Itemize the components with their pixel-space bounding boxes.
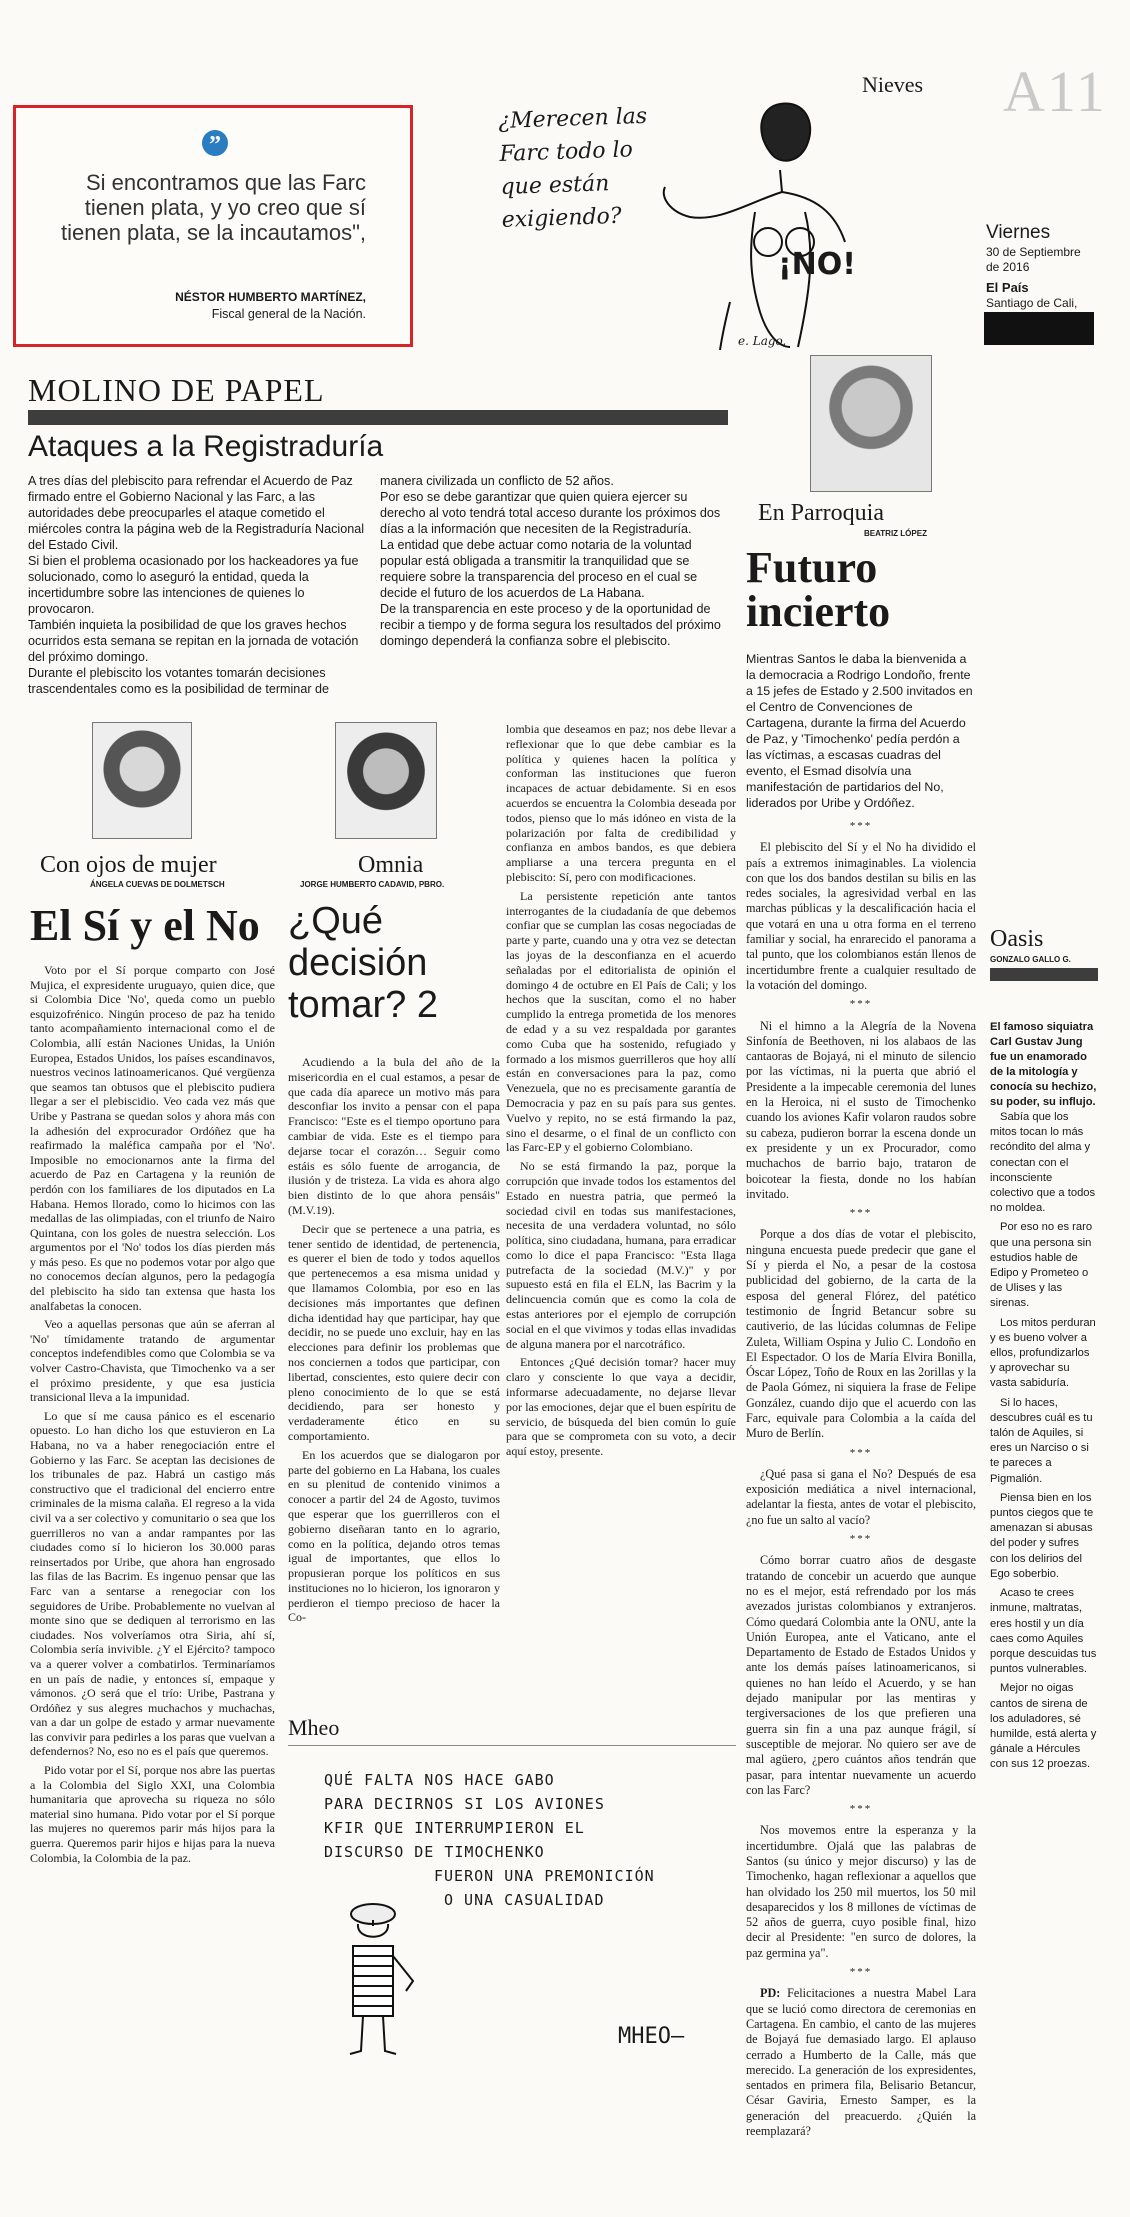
parroquia-body xyxy=(746,815,976,2143)
editorial-paragraph: manera civilizada un conflicto de 52 años. xyxy=(380,474,614,488)
oasis-bar xyxy=(990,968,1098,981)
cartoon-section-title: Nieves xyxy=(862,72,924,97)
mujer-section-title: Con ojos de mujer xyxy=(40,852,217,878)
parroquia-paragraph: ¿Qué pasa si gana el No? Después de esa exposición mediática a nivel internacional, adelantar la fiesta, antes de votar el plebiscito, ¿no fue un salto al vacío? xyxy=(746,1466,976,1527)
editorial-col-2 xyxy=(380,473,725,649)
oasis-paragraph: Por eso no es raro que una persona sin estudios hable de Edipo y Prometeo o de Ulises y las sirenas. xyxy=(990,1221,1093,1310)
cartoon-nieves xyxy=(470,62,924,352)
quote-author: NÉSTOR HUMBERTO MARTÍNEZ, xyxy=(175,290,366,304)
oasis-lead: El famoso siquiatra Carl Gustav Jung fue un enamorado de la mitología y conocía su hechizo, su poder, su influjo. xyxy=(990,1021,1097,1108)
mheo-line: QUÉ FALTA NOS HACE GABO xyxy=(324,1771,555,1789)
masthead-city: Santiago de Cali, xyxy=(986,296,1078,310)
cartoon-drawing xyxy=(630,92,890,352)
masthead-date: 30 de Septiembre de 2016 xyxy=(986,245,1081,274)
parroquia-paragraph: Porque a dos días de votar el plebiscito, ninguna encuesta puede predecir que gane el Sí y pierda el No, a pesar de la costosa publicidad del gobierno, de la carta de la esposa del general Flórez, del patético testimonio de Íngrid Betancur sobre su cautiverio, de las lúcidas columnas de Felipe Zuleta, William Ospina y Julio C. Londoño en El Espectador. O los de María Elvira Bonilla, Óscar López, Toño de Roux en las 2orillas y la de Paola Gómez, ni siquiera la frase de Felipe González, cuando dijo que el acuerdo con las Farc, equivale para Colombia a la caída del Muro de Berlín. xyxy=(746,1227,976,1441)
editorial-paragraph: También inquieta la posibilidad de que los graves hechos ocurridos esta semana se repitan en la jornada de votación del próximo domingo. xyxy=(28,618,359,664)
mheo-line: O UNA CASUALIDAD xyxy=(444,1891,605,1909)
separator: *** xyxy=(849,1207,873,1220)
author-photo-beatriz xyxy=(810,355,932,492)
editorial-col-1 xyxy=(28,473,373,697)
mujer-paragraph: Veo a aquellas personas que aún se aferran al 'No' tímidamente tratando de argumentar conceptos indefendibles como que Colombia se va volver Castro-Chavista, que Timochenko va a ser el próximo presidente, y que esa justicia transicional lleva a la impunidad. xyxy=(30,1317,275,1405)
mheo-line: DISCURSO DE TIMOCHENKO xyxy=(324,1843,545,1861)
cartoon-reply: ¡NO! xyxy=(778,247,856,282)
oasis-paragraph: Los mitos perduran y es bueno volver a ellos, profundizarlos y aprovechar su vasta sabiduría. xyxy=(990,1316,1096,1390)
parroquia-lead: Mientras Santos le daba la bienvenida a la democracia a Rodrigo Londoño, frente a 15 jefes de Estado y 2.500 invitados en el Centro de Convenciones de Cartagena, durante la firma del Acuerdo de Paz, y 'Timochenko' pedía perdón a las víctimas, a escasas cuadras del evento, el Esmad disolvía una manifestación de partidarios del No, liderados por Uribe y Ordóñez. xyxy=(746,652,973,810)
editorial-headline: Ataques a la Registraduría xyxy=(28,430,384,463)
parroquia-author: BEATRIZ LÓPEZ xyxy=(864,529,927,538)
mheo-figure xyxy=(328,1896,438,2061)
editorial-paragraph: La entidad que debe actuar como notaria de la voluntad popular está obligada a transmitir la tranquilidad que se requiere sobre la transparencia del proceso en el cual se decide el futuro de los acuerdos de La Habana. xyxy=(380,538,698,600)
quote-author-role: Fiscal general de la Nación. xyxy=(211,307,366,321)
oasis-body xyxy=(990,1110,1098,1777)
masthead-day: Viernes xyxy=(986,222,1051,243)
editorial-section-bar xyxy=(28,410,728,425)
mheo-section-title: Mheo xyxy=(288,1715,340,1740)
mheo-signature: MHEO— xyxy=(618,2024,685,2049)
omnia-paragraph: Acudiendo a la bula del año de la misericordia en el cual estamos, a pesar de que cada día aparece un motivo más para desconfiar los invito a pensar con el papa Francisco: "Este es el tiempo oportuno para cambiar de vida. Este es el tiempo para dejarse tocar el corazón… Seguir como estáis es sólo fuente de arrogancia, de ilusión y de tristeza. La vida es ahora algo bien distinto de lo que ahora pensáis" (M.V.19). xyxy=(288,1055,500,1217)
omnia-author: JORGE HUMBERTO CADAVID, PBRO. xyxy=(300,880,445,889)
omnia-paragraph: La persistente repetición ante tantos interrogantes de la ciudadanía de que debemos confiar que se cumplan las cosas negociadas de parte y parte, cuando una y otra vez se detectan las joyas de la desconfianza en el acuerdo señaladas por el editorialista de opinión el domingo 4 de octubre en El País de Cali; y los hechos que la suscitan, como el no haber cumplido la entrega prometida de los menores de edad y a su vez respaldada por garantes como Cuba que ha sostenido, refugiado y formado a los mismos guerrilleros que hoy allí están en conversaciones para la paz, como Venezuela, que no es precisamente garantía de Democracia y paz en su país para sus gentes. Vuelvo y repito, no se está firmando la paz, sino el desarme, o el final de un conflicto con las Farc-EP y el gobierno Colombiano. xyxy=(506,888,736,1155)
mujer-headline: El Sí y el No xyxy=(30,901,260,950)
quote-icon: ” xyxy=(202,130,228,156)
separator: *** xyxy=(849,1803,873,1816)
author-photo-jorge xyxy=(335,722,437,839)
omnia-paragraph: Entonces ¿Qué decisión tomar? hacer muy claro y consciente lo que vaya a decidir, informarse adecuadamente, no dejarse llevar por las emociones, dejar que el buen espíritu de servicio, de búsqueda del bien común lo guíe para que se comprometa con su voto, a decir aquí estoy, presente. xyxy=(506,1355,736,1459)
separator: *** xyxy=(849,1533,873,1546)
ps-text: Felicitaciones a nuestra Mabel Lara que se lució como directora de ceremonias en Cartagena. En cambio, el canto de las mujeres de Bojayá fue demasiado largo. El aplauso cerrado a Humberto de la Calle, más que merecido. La generación de los expresidentes, sentados en primera fila, Belisario Betancur, César Gaviria, Ernesto Samper, es la generación del preacuerdo. ¿Quién la reemplazará? xyxy=(746,1986,977,2139)
editorial-paragraph: A tres días del plebiscito para refrendar el Acuerdo de Paz firmado entre el Gobierno Nacional y las Farc, a las autoridades debe preocuparles el ataque cometido el miércoles contra la página web de la Registraduría Nacional del Estado Civil. xyxy=(28,474,365,552)
editorial-paragraph: De la transparencia en este proceso y de la oportunidad de recibir a tiempo y de forma segura los resultados del próximo domingo dependerá la confianza sobre el plebiscito. xyxy=(380,602,721,648)
masthead-black-bar xyxy=(984,312,1094,345)
mheo-cartoon xyxy=(288,1745,736,2064)
editorial-paragraph: Durante el plebiscito los votantes tomarán decisiones trascendentales como es la posibilidad de terminar de xyxy=(28,666,330,696)
omnia-paragraph: No se está firmando la paz, porque la corrupción que invade todos los estamentos del Estado en nuestra patria, que permeó la sociedad civil en todas sus manifestaciones, necesita de una verdadera voluntad, no sólo política, sino ciudadana, humana, para erradicar como lo dice el papa Francisco: "Esta llaga putrefacta de la sociedad (M.V.)" y por supuesto está en fila el ELN, las Bacrim y la delincuencia común que es como la cola de estas anteriores por el ejemplo de corrupción social en el que vivimos y todas ellas invadidas de alguna manera por el narcotráfico. xyxy=(506,1159,736,1351)
omnia-paragraph: Decir que se pertenece a una patria, es tener sentido de identidad, de pertenencia, es querer el bien de todo y todos aquellos que pertenecemos a esa misma unidad y que llamamos Colombia, por eso en las decisiones más importantes que definen dicha identidad hay que participar, hay que decidir, no se puede uno excluir, hay en las elecciones para definir los problemas que nos conciernen a todos que participar, con libertad, conscientes, esto quiere decir con pleno conocimiento de lo que se está decidiendo, para ser honesto y verdaderamente ético en su comportamiento. xyxy=(288,1221,500,1443)
parroquia-section-title: En Parroquia xyxy=(758,500,884,526)
mujer-paragraph: Lo que sí me causa pánico es el escenario opuesto. Lo han dicho los que estuvieron en La Habana, no va a haber renegociación entre el Gobierno y las Farc. Se aceptan las decisiones de los tribunales de paz. Habrá un castigo más constructivo que el tradicional del encierro entre criminales de la misma calaña. El regreso a la vida civil va a ser colectivo y comunitario o sea que los guerrilleros no van a andar rampantes por las ciudades como sí lo hicieron los 30.000 paras reinsertados por Uribe, que ahora han engrosado las filas de las Bacrim. Es ingenuo pensar que las Farc van a sentarse a renegociar con los seguidores de Uribe. Probablemente no vuelvan al monte sino que se dediquen al terrorismo en las ciudades. Nos volveríamos otra Siria, ahí sí, Colombia sería invivible. ¿Y el Ejército? tampoco va a querer volver a combatirlos. Terminaríamos en un país de nadie, y entonces sí, empaque y vámonos. ¿O será que el trío: Uribe, Pastrana y Ordóñez y sus alegres muchachos y muchachas, van a dar un golpe de estado y armar nuevamente las convivir para pedirles a los paras que vuelvan a defendernos? No, eso no es el país que queremos. xyxy=(30,1408,275,1759)
ps-label: PD: xyxy=(760,1986,781,2001)
mheo-caption xyxy=(324,1768,724,1912)
separator: *** xyxy=(849,820,873,832)
mujer-paragraph: Pido votar por el Sí, porque nos abre las puertas a la Colombia del Siglo XXI, una Colombia humanitaria que aprovecha su riqueza no sólo material sino humana. Pido votar por el Sí porque las mujeres no queremos parir más hijos para la guerra. Queremos parir hijos e hijas para la nueva Colombia, la Colombia de la paz. xyxy=(30,1763,275,1865)
mheo-line: PARA DECIRNOS SI LOS AVIONES xyxy=(324,1795,605,1813)
oasis-paragraph: Si lo haces, descubres cuál es tu talón de Aquiles, si eres un Narciso o si te pareces a Pigmalión. xyxy=(990,1396,1093,1485)
oasis-paragraph: Sabía que los mitos tocan lo más recóndito del alma y conectan con el inconsciente colectivo que a todos no moldea. xyxy=(990,1111,1096,1215)
mujer-body xyxy=(30,963,275,1869)
omnia-headline: ¿Qué decisión tomar? 2 xyxy=(288,900,438,1026)
editorial-section-title: MOLINO DE PAPEL xyxy=(28,372,325,408)
mheo-line: KFIR QUE INTERRUMPIERON EL xyxy=(324,1819,585,1837)
omnia-paragraph: En los acuerdos que se dialogaron por parte del gobierno en La Habana, los cuales en su plenitud de contenido vinimos a conocer a partir del 24 de Agosto, tuvimos que esperar que los guerrilleros con el gobierno diseñaran tanto en lo agrario, como en la política, dejando otros temas igual de importantes, que ellos lo propusieran porque los políticos en sus instituciones no lo hicieron, los ignoraron y perdieron el tiempo precioso de hacer la Co- xyxy=(288,1447,500,1625)
editorial-paragraph: Por eso se debe garantizar que quien quiera ejercer su derecho al voto tendrá total acceso durante los próximos dos días a la información que necesiten de la Registraduría. xyxy=(380,490,721,536)
oasis-paragraph: Piensa bien en los puntos ciegos que te amenazan si abusas del poder y sufres con los delirios del Ego soberbio. xyxy=(990,1491,1094,1580)
oasis-section-title: Oasis xyxy=(990,926,1044,952)
quote-text: Si encontramos que las Farc tienen plata, y yo creo que sí tienen plata, se la incautamos", xyxy=(61,170,366,245)
parroquia-ps xyxy=(746,1986,976,2139)
parroquia-headline: Futuro incierto xyxy=(746,543,891,636)
separator: *** xyxy=(849,1446,873,1459)
author-photo-angela xyxy=(92,722,192,839)
page-number: A11 xyxy=(1003,59,1107,124)
quote-box xyxy=(13,105,413,347)
mujer-paragraph: Voto por el Sí porque comparto con José Mujica, el expresidente uruguayo, quien dice, que si Colombia Dice 'No', queda como un pueblo esquizofrénico. Ningún proceso de paz ha tenido tanto acompañamiento internacional como el de Colombia, allí están Naciones Unidas, la Unión Europea, Estados Unidos, los países escandinavos, nuestros vecinos latinoamericanos. Qué vergüenza que seamos tan obtusos que el plebiscito pudiera llegar a ser el plebiscidio. Veo cada vez más que Uribe y Pastrana se quedan solos y ahora más con la adhesión del exprocurador Ordóñez que ha reafirmado la maléfica campaña por el 'No'. Imposible no emocionarnos ante la firma del acuerdo de Paz en Cartagena y la reunión de perdón con los familiares de los diputados en La Habana. Hemos llorado, como lo hicimos con las medallas de las olimpiadas, con el triunfo de Nairo Quintana, con los goles de nuestra selección. Los argumentos por el 'No' todos los días pierden más y más peso. Es que no podemos votar por algo que no conocemos decían algunos, pero la pedagogía del plebiscito ha sido tan extensa que hasta los analfabetas la conocen. xyxy=(30,963,275,1313)
separator: *** xyxy=(849,1966,873,1979)
omnia-body-continued xyxy=(506,722,736,1463)
omnia-body xyxy=(288,1055,500,1629)
omnia-paragraph: lombia que deseamos en paz; nos debe llevar a reflexionar que lo que debe cambiar es la política y quienes hacen la política y conforman las instituciones que fueron incapaces de actuar debidamente. Si en esos acuerdos se encuentra la Colombia deseada por todos, pienso que lo más idóneo en vista de la polarización por falta de credibilidad y confianza en ambos bandos, es que debiera ampliarse a una tercera pregunta en el plebiscito: Sí, pero con modificaciones. xyxy=(506,722,736,884)
parroquia-paragraph: Cómo borrar cuatro años de desgaste tratando de concebir un acuerdo que aunque no es el mejor, está refrendado por los más avezados juristas colombianos y extranjeros. Cómo quedará Colombia ante la ONU, ante la Unión Europea, ante el Vaticano, ante el Departamento de Estado de Estados Unidos y ante los demás países latinoamericanos, si quienes no han leído el Acuerdo, y se han dejado manipular por las mentiras y tergiversaciones de los que prefieren una guerra sin fin a una paz aunque frágil, sí susceptible de mejorar. No quiero ser ave de mal agüero, ¿pero cuántos años tendrán que pasar, para intentar nuevamente un acuerdo con las Farc? xyxy=(746,1553,976,1797)
parroquia-paragraph: El plebiscito del Sí y el No ha dividido el país a extremos inimaginables. La violencia con que los dos bandos destilan su bilis en las redes sociales, la agresividad verbal en las marchas públicas y la descalificación hacia el que votará en una u otra forma en el terreno familiar y social, ha enrarecido el panorama a tal punto, que los colombianos están llenos de incertidumbre frente a cualquier resultado de la votación del domingo. xyxy=(746,840,976,992)
separator: *** xyxy=(849,998,873,1011)
parroquia-paragraph: Ni el himno a la Alegría de la Novena Sinfonía de Beethoven, ni los alabaos de las cantaoras de Bojayá, ni el minuto de silencio por las víctimas, ni la puerta que abrió el Presidente a la impecable ceremonia del lunes en la Heroica, ni el susto de Timochenko cuando los aviones Kafir volaron raudos sobre su cabeza, pudieron borrar la escena donde un ex presidente y un ex Procurador, como muchachos de barrio bajo, trataron de boicotear la fiesta, donde no los habían invitado. xyxy=(746,1018,976,1201)
mujer-author: ÁNGELA CUEVAS DE DOLMETSCH xyxy=(90,880,225,889)
omnia-section-title: Omnia xyxy=(358,852,424,878)
oasis-author: GONZALO GALLO G. xyxy=(990,955,1071,964)
mheo-line: FUERON UNA PREMONICIÓN xyxy=(434,1867,655,1885)
editorial-paragraph: Si bien el problema ocasionado por los hackeadores ya fue solucionado, como lo aseguró la entidad, queda la incertidumbre sobre las intenciones de quienes lo provocaron. xyxy=(28,554,359,616)
cartoon-speech: ¿Merecen las Farc todo lo que están exigiendo? xyxy=(497,103,648,233)
oasis-paragraph: Mejor no oigas cantos de sirena de los aduladores, sé humilde, está alerta y gánale a Hércules con sus 12 proezas. xyxy=(990,1682,1097,1771)
oasis-paragraph: Acaso te crees inmune, maltratas, eres hostil y un día caes como Aquiles porque descuidas tus puntos vulnerables. xyxy=(990,1587,1097,1676)
masthead-paper: El País xyxy=(986,280,1029,295)
parroquia-paragraph: Nos movemos entre la esperanza y la incertidumbre. Ojalá que las palabras de Santos (su único y mejor discurso) y las de Timochenko, hagan reflexionar a aquellos que han olvidado los 250 mil muertos, los 50 mil desaparecidos y los 8 millones de víctimas de 52 años de guerra, cuyo posible final, hizo decir al Presidente: "en surco de dolores, la paz germina ya". xyxy=(746,1823,976,1960)
cartoon-signature: e. Lago. xyxy=(738,334,787,348)
